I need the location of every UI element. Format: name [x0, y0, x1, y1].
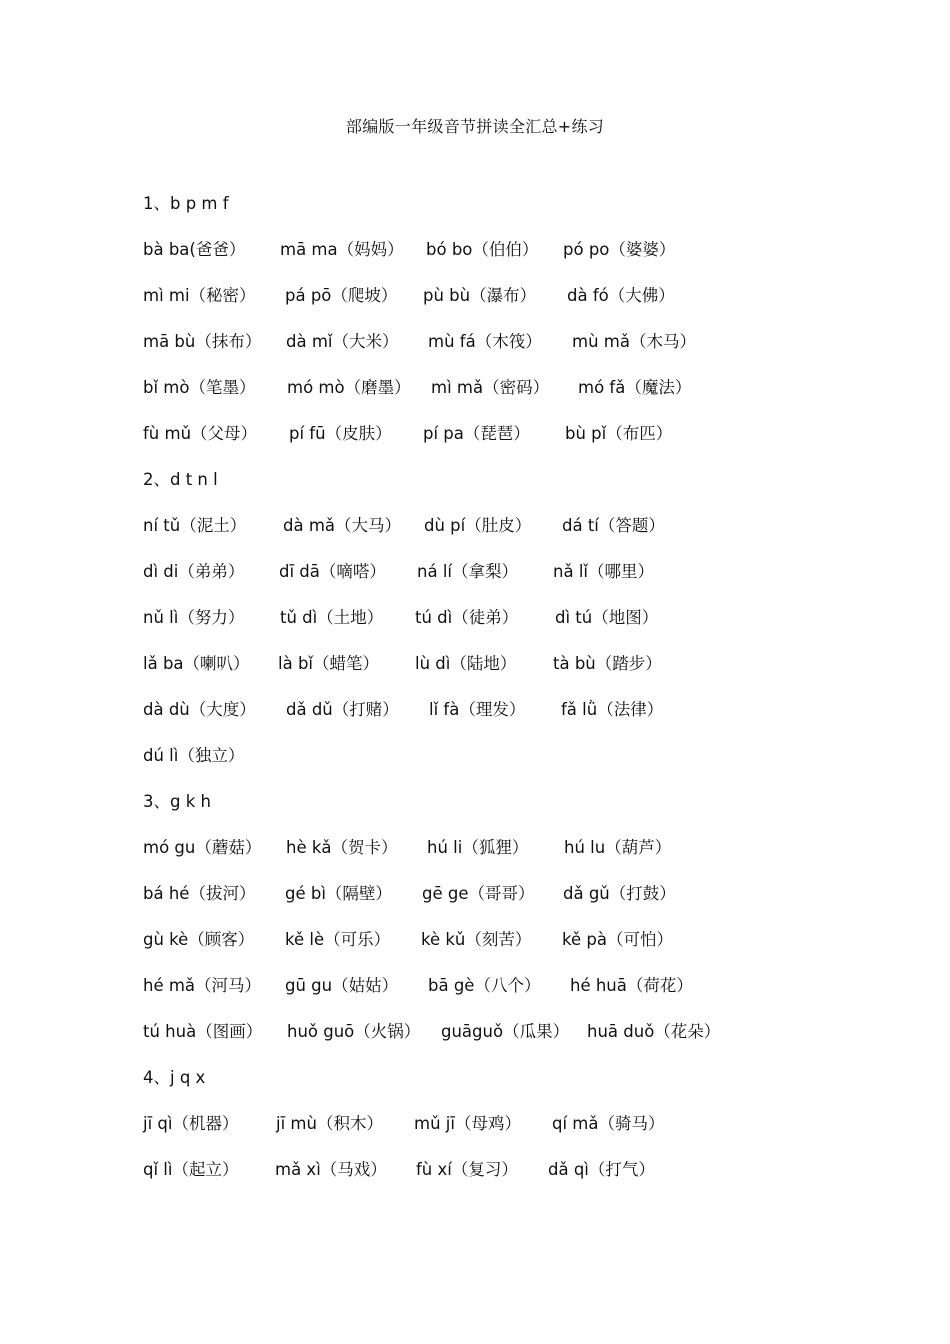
word-item: kě pà（可怕） [562, 930, 673, 949]
word-row [143, 744, 903, 790]
word-item: dì tú（地图） [555, 608, 659, 627]
section-heading: 1、b p m f [143, 194, 229, 213]
word-item: tǔ dì（土地） [280, 608, 384, 627]
word-item: dǎ gǔ（打鼓） [563, 884, 676, 903]
word-row [143, 1112, 903, 1158]
word-row [143, 514, 903, 560]
word-item: pá pō（爬坡） [285, 286, 398, 305]
word-item: bā gè（八个） [428, 976, 541, 995]
word-row [143, 974, 903, 1020]
word-item: mì mi（秘密） [143, 286, 256, 305]
section-heading: 3、g k h [143, 792, 211, 811]
word-row [143, 376, 903, 422]
word-item: dù pí（肚皮） [424, 516, 532, 535]
word-item: pó po（婆婆） [563, 240, 676, 259]
word-item: lù dì（陆地） [415, 654, 517, 673]
word-item: mù fá（木筏） [428, 332, 542, 351]
word-row [143, 330, 903, 376]
word-item: mǎ xì（马戏） [275, 1160, 387, 1179]
word-item: mó gu（蘑菇） [143, 838, 262, 857]
word-row [143, 238, 903, 284]
word-row [143, 928, 903, 974]
word-item: tà bù（踏步） [553, 654, 662, 673]
word-item: tú huà（图画） [143, 1022, 263, 1041]
word-item: tú dì（徒弟） [415, 608, 519, 627]
document-content [143, 192, 903, 1204]
word-item: pí pa（琵琶） [423, 424, 530, 443]
word-item: lǐ fà（理发） [429, 700, 526, 719]
word-item: mù mǎ（木马） [572, 332, 696, 351]
word-item: là bǐ（蜡笔） [278, 654, 379, 673]
word-item: ná lí（拿梨） [417, 562, 518, 581]
word-item: mā ma（妈妈） [280, 240, 404, 259]
word-item: gē ge（哥哥） [422, 884, 535, 903]
word-item: nǎ lǐ（哪里） [553, 562, 654, 581]
word-item: mì mǎ（密码） [431, 378, 550, 397]
word-item: jī qì（机器） [143, 1114, 239, 1133]
document-title: 部编版一年级音节拼读全汇总+练习 [345, 117, 605, 136]
word-item: dà fó（大佛） [567, 286, 675, 305]
section-heading: 4、j q x [143, 1068, 206, 1087]
word-item: pí fū（皮肤） [289, 424, 392, 443]
word-row [143, 1158, 903, 1204]
word-item: hú li（狐狸） [427, 838, 529, 857]
word-item: hú lu（葫芦） [564, 838, 672, 857]
word-row [143, 284, 903, 330]
word-item: ní tǔ（泥土） [143, 516, 247, 535]
word-item: dǎ qì（打气） [548, 1160, 655, 1179]
word-row [143, 836, 903, 882]
word-item: dà dù（大度） [143, 700, 256, 719]
word-item: jī mù（积木） [276, 1114, 383, 1133]
word-item: huǒ guō（火锅） [287, 1022, 421, 1041]
word-item: kè kǔ（刻苦） [421, 930, 532, 949]
word-item: mā bù（抹布） [143, 332, 262, 351]
word-item: fù mǔ（父母） [143, 424, 258, 443]
word-item: mǔ jī（母鸡） [414, 1114, 521, 1133]
word-row [143, 1020, 903, 1066]
word-item: huā duǒ（花朵） [587, 1022, 721, 1041]
word-item: fǎ lǜ（法律） [561, 700, 664, 719]
word-item: gé bì（隔壁） [285, 884, 392, 903]
word-item: hé huā（荷花） [570, 976, 693, 995]
word-item: dá tí（答题） [562, 516, 665, 535]
word-item: dú lì（独立） [143, 746, 245, 765]
word-item: bá hé（拔河） [143, 884, 256, 903]
word-item: pù bù（瀑布） [423, 286, 537, 305]
word-item: hé mǎ（河马） [143, 976, 262, 995]
section-heading: 2、d t n l [143, 470, 218, 489]
word-item: bó bo（伯伯） [426, 240, 539, 259]
word-item: qǐ lì（起立） [143, 1160, 239, 1179]
word-item: mó fǎ（魔法） [578, 378, 692, 397]
word-item: gù kè（顾客） [143, 930, 255, 949]
word-row [143, 606, 903, 652]
word-item: guāguǒ（瓜果） [441, 1022, 570, 1041]
word-row [143, 652, 903, 698]
word-item: kě lè（可乐） [285, 930, 391, 949]
word-row [143, 422, 903, 468]
word-item: bǐ mò（笔墨） [143, 378, 256, 397]
word-row [143, 560, 903, 606]
word-item: bà ba(爸爸） [143, 240, 246, 259]
word-item: lǎ ba（喇叭） [143, 654, 250, 673]
word-item: dǎ dǔ（打赌） [286, 700, 399, 719]
word-item: qí mǎ（骑马） [552, 1114, 665, 1133]
word-item: gū gu（姑姑） [285, 976, 399, 995]
word-item: nǔ lì（努力） [143, 608, 245, 627]
word-item: hè kǎ（贺卡） [286, 838, 398, 857]
word-item: fù xí（复习） [416, 1160, 518, 1179]
word-item: dī dā（嘀嗒） [279, 562, 386, 581]
word-item: mó mò（磨墨） [287, 378, 411, 397]
word-item: dà mǐ（大米） [286, 332, 399, 351]
word-item: dà mǎ（大马） [283, 516, 402, 535]
word-item: dì di（弟弟） [143, 562, 245, 581]
word-row [143, 882, 903, 928]
word-item: bù pǐ（布匹） [565, 424, 673, 443]
word-row [143, 698, 903, 744]
